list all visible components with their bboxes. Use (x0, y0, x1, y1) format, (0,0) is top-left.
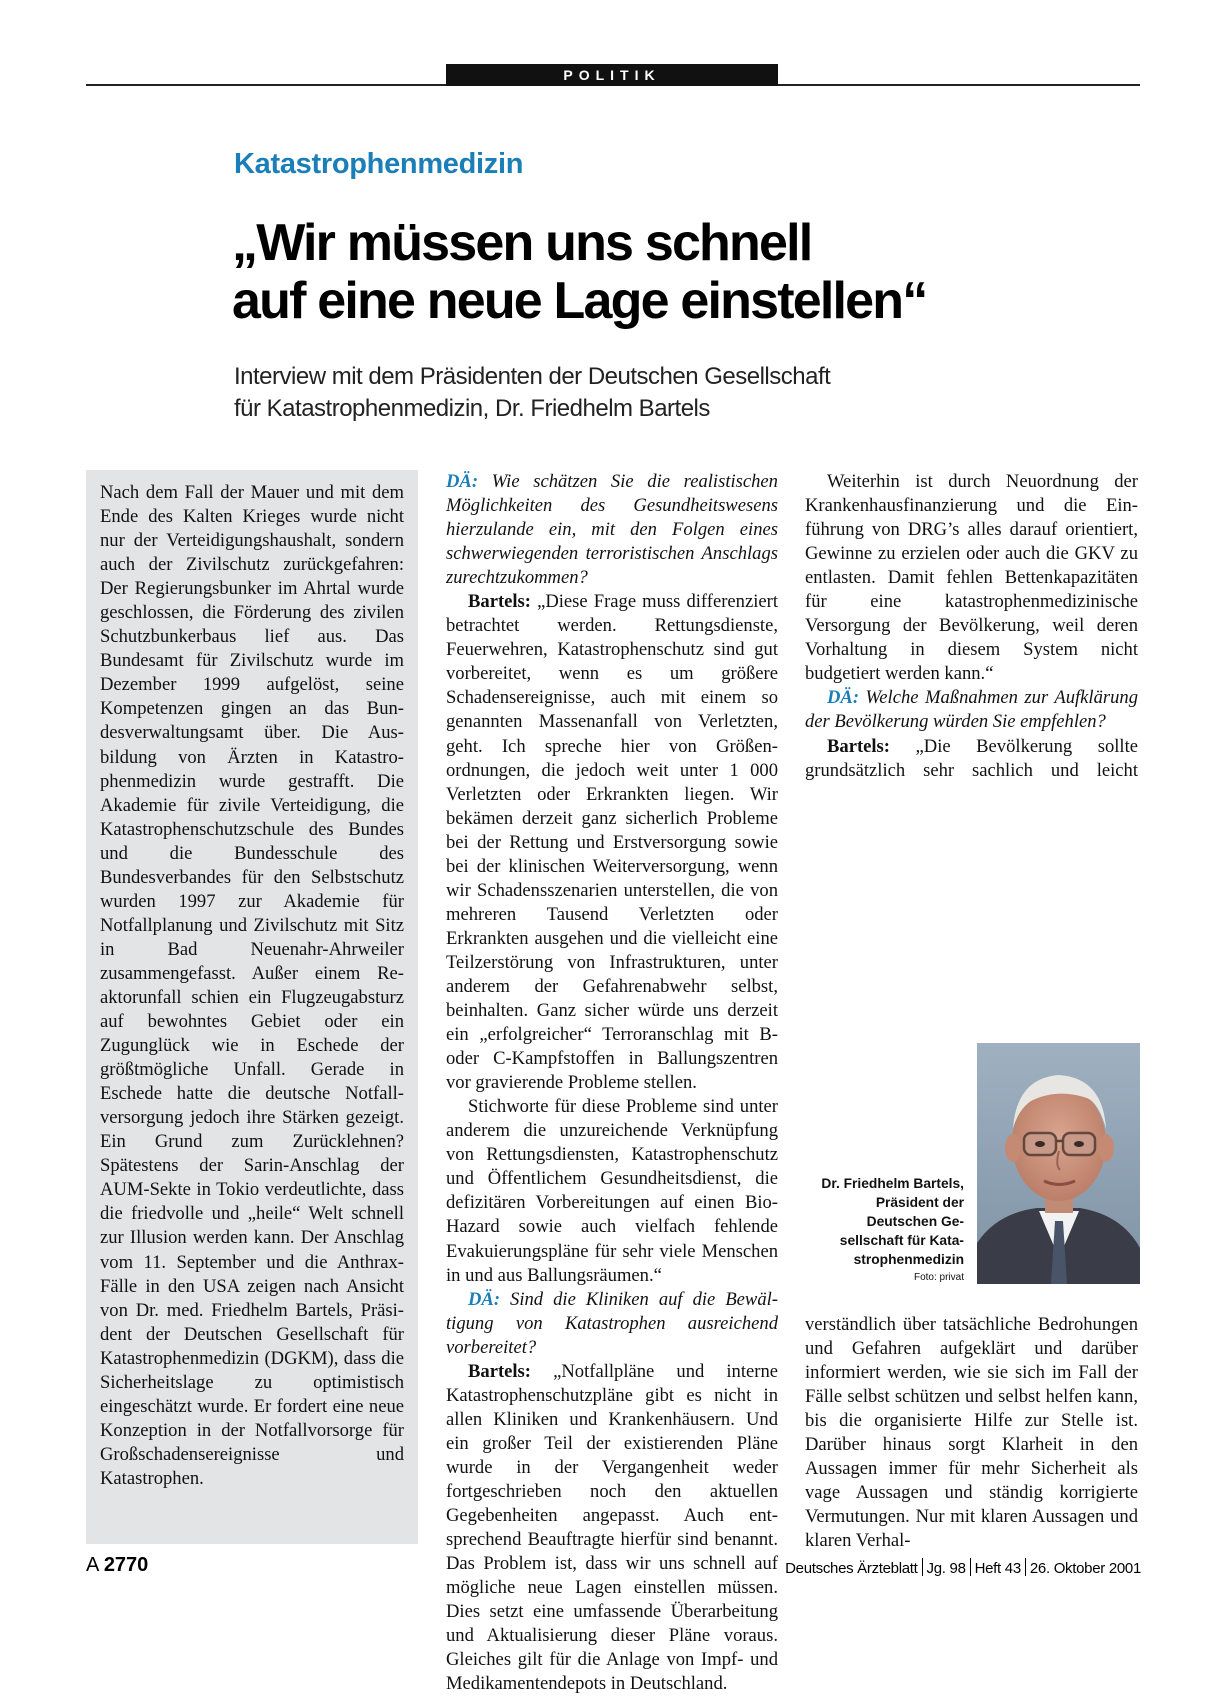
sidebar-text: Nach dem Fall der Mauer und mit dem Ende des Kalten Krieges wurde nicht nur der Verteidigungshaushalt, sondern auch der Zivilschutz zurückgefahren: Der Regierungsbunker im Ahrtal wurde geschlossen, die Förderung des zivilen Schutzbunkerbaus lief aus. Das Bundesamt für Zivilschutz wurde im Dezember 1999 aufgelöst, seine Kompetenzen gingen an das Bundesverwaltungsamt über. Die Ausbildung von Ärzten in Katastrophenmedizin wurde gestrafft. Die Akademie für zivile Verteidigung, die Katastrophenschutzschule des Bundes und die Bundesschule des Bundesverbandes für den Selbstschutz wurden 1997 zur Akademie für Notfallplanung und Zivilschutz mit Sitz in Bad Neuenahr-Ahrweiler zusammengefasst. Außer einem Reaktorunfall schien ein Flugzeugabsturz auf bewohntes Gebiet oder ein Zugunglück wie in Eschede der größtmögliche Unfall. Gerade in Eschede hatte die deutsche Notfallversorgung jedoch ihre Stärken gezeigt. Ein Grund zum Zurücklehnen? Spätestens der Sarin-Anschlag der AUM-Sekte in Tokio verdeutlichte, dass die friedvolle und „heile“ Welt schnell zur Illusion werden kann. Der Anschlag vom 11. September und die Anthrax-Fälle in den USA zeigen nach Ansicht von Dr. med. Friedhelm Bartels, Präsident der Deutschen Gesellschaft für Katastrophenmedizin (DGKM), dass die Sicherheitslage zu optimistisch eingeschätzt wurde. Er fordert eine neue Konzeption in der Notfallvorsorge für Großschadensereignisse und Katastrophen. (100, 482, 404, 1489)
page-number-value: 2770 (103, 1554, 149, 1576)
intro-sidebar (86, 470, 418, 1544)
bartels-label: Bartels: (827, 735, 890, 757)
question-1 (446, 470, 778, 590)
answer-3-continued: verständlich über tatsächliche Bedrohungen und Gefahren aufgeklärt und darüber informiert werden, wie sie sich im Fall der Fälle selbst schützen und selbst helfen kann, bis die organisierte Hilfe zur Stelle ist. Darüber hinaus sorgt Klarheit in den Aussagen immer für mehr Sicherheit als vage Aussagen und ständig korrigierte Vermutungen. Nur mit klaren Aussagen und klaren Verhal- (805, 1314, 1138, 1552)
article-headline (232, 214, 1132, 330)
answer-1-continued: Stichworte für diese Probleme sind unter anderem die unzureichende Verknüpfung von Rettungsdiensten, Katastrophenschutz und Öffentlichem Gesundheitsdienst, die defizitären Vorbereitungen auf einen Bio-Hazard sowie auch vielfach fehlende Evakuierungspläne für sehr viele Menschen in und aus Ballungsräumen.“ (446, 1096, 778, 1286)
footer-info (785, 1558, 1141, 1577)
portrait-photo (977, 1043, 1140, 1284)
section-label: POLITIK (446, 64, 778, 86)
article-column-2 (446, 470, 778, 1696)
deck-line-2: für Katastrophenmedizin, Dr. Friedhelm Bartels (234, 395, 710, 422)
da-label: DÄ: (827, 687, 860, 709)
footer-divider (1025, 1558, 1026, 1576)
bartels-label: Bartels: (468, 591, 531, 613)
footer-divider (922, 1558, 923, 1576)
da-label: DÄ: (468, 1288, 501, 1310)
question-2 (446, 1288, 778, 1360)
question-3 (805, 686, 1138, 734)
question-2-text: Sind die Kliniken auf die Bewältigung von Katastrophen ausreichend vorbereitet? (446, 1288, 778, 1358)
answer-1-text: „Diese Frage muss differenziert betrachtet werden. Rettungsdienste, Feuerwehren, Katastrophenschutz sind gut vorbereitet, wenn es um größere Schadensereignisse, auch mit einem so genannten Massenanfall von Verletzten, geht. Ich spreche hier von Größenordnungen, die jedoch weit unter 1 000 Verletzten oder Erkrankten liegen. Wir bekämen derzeit ganz sicherlich Probleme bei der Rettung und Erstversorgung sowie bei der klinischen Weiterversorgung, wenn wir Schadensszenarien unterstellen, die von mehreren Tausend Verletzten oder Erkrankten ausgehen und die vielleicht eine Teilzerstörung von Infrastrukturen, unter anderem der Gefahrenabwehr selbst, beinhalten. Ganz sicher würde uns derzeit ein „erfolgreicher“ Terroranschlag mit B- oder C-Kampfstoffen in Ballungszentren vor gravierende Probleme stellen. (446, 591, 778, 1094)
headline-line-1: „Wir müssen uns schnell (232, 214, 812, 272)
photo-credit: Foto: privat (913, 1272, 964, 1283)
answer-3-start (805, 735, 1138, 783)
journal-date: 26. Oktober 2001 (1029, 1560, 1141, 1577)
journal-volume: Jg. 98 (926, 1560, 966, 1577)
question-1-text: Wie schätzen Sie die realistischen Möglichkeiten des Gesundheitswesens hierzulande ein, mit den Folgen eines schwerwiegenden terroristischen Anschlags zurechtzukommen? (446, 471, 778, 589)
article-deck (234, 361, 1134, 425)
answer-2 (446, 1360, 778, 1696)
footer-divider (970, 1558, 971, 1576)
portrait-image (977, 1043, 1140, 1284)
bartels-label: Bartels: (468, 1360, 531, 1382)
da-label: DÄ: (446, 471, 479, 492)
page-prefix: A (86, 1554, 99, 1576)
answer-1 (446, 590, 778, 1095)
photo-caption: Dr. Friedhelm Bartels, Präsident der Deutschen Gesellschaft für Katastrophenmedizin (821, 1176, 964, 1267)
answer-3-start-text: „Die Bevölkerung sollte grundsätzlich sehr sachlich und leicht (805, 735, 1138, 781)
page-number (86, 1554, 148, 1577)
answer-2-text: „Notfallpläne und interne Katastrophenschutzpläne gibt es nicht in allen Kliniken und Krankenhäusern. Und ein großer Teil der existierenden Pläne wurde in der Vergangenheit weder fortgeschrieben noch den aktuellen Gegebenheiten angepasst. Auch entsprechend Beauftragte hierfür sind benannt. Das Problem ist, dass wir uns schnell auf mögliche neue Lagen einstellen müssen. Dies setzt eine umfassende Überarbeitung und Aktualisierung dieser Pläne voraus. Gleiches gilt für die Anlage von Impf- und Medikamentendepots in Deutschland. (446, 1360, 779, 1695)
article-kicker: Katastrophenmedizin (234, 148, 524, 180)
journal-name: Deutsches Ärzteblatt (785, 1560, 918, 1577)
question-3-text: Welche Maßnahmen zur Aufklärung der Bevölkerung würden Sie empfehlen? (805, 687, 1138, 733)
deck-line-1: Interview mit dem Präsidenten der Deutschen Gesellschaft (234, 363, 831, 390)
article-column-3-top (805, 470, 1138, 783)
article-column-3-bottom (805, 1313, 1138, 1553)
headline-line-2: auf eine neue Lage einstellen“ (232, 272, 927, 330)
answer-2-continued: Weiterhin ist durch Neuordnung der Krankenhausfinanzierung und die Einführung von DRG’s alles darauf orientiert, Gewinne zu erzielen oder auch die GKV zu entlasten. Damit fehlen Bettenkapazitäten für eine katastrophenmedizinische Versorgung der Bevölkerung, weil deren Vorhaltung in diesem System nicht budgetiert werden kann.“ (805, 471, 1138, 685)
journal-issue: Heft 43 (974, 1560, 1021, 1577)
